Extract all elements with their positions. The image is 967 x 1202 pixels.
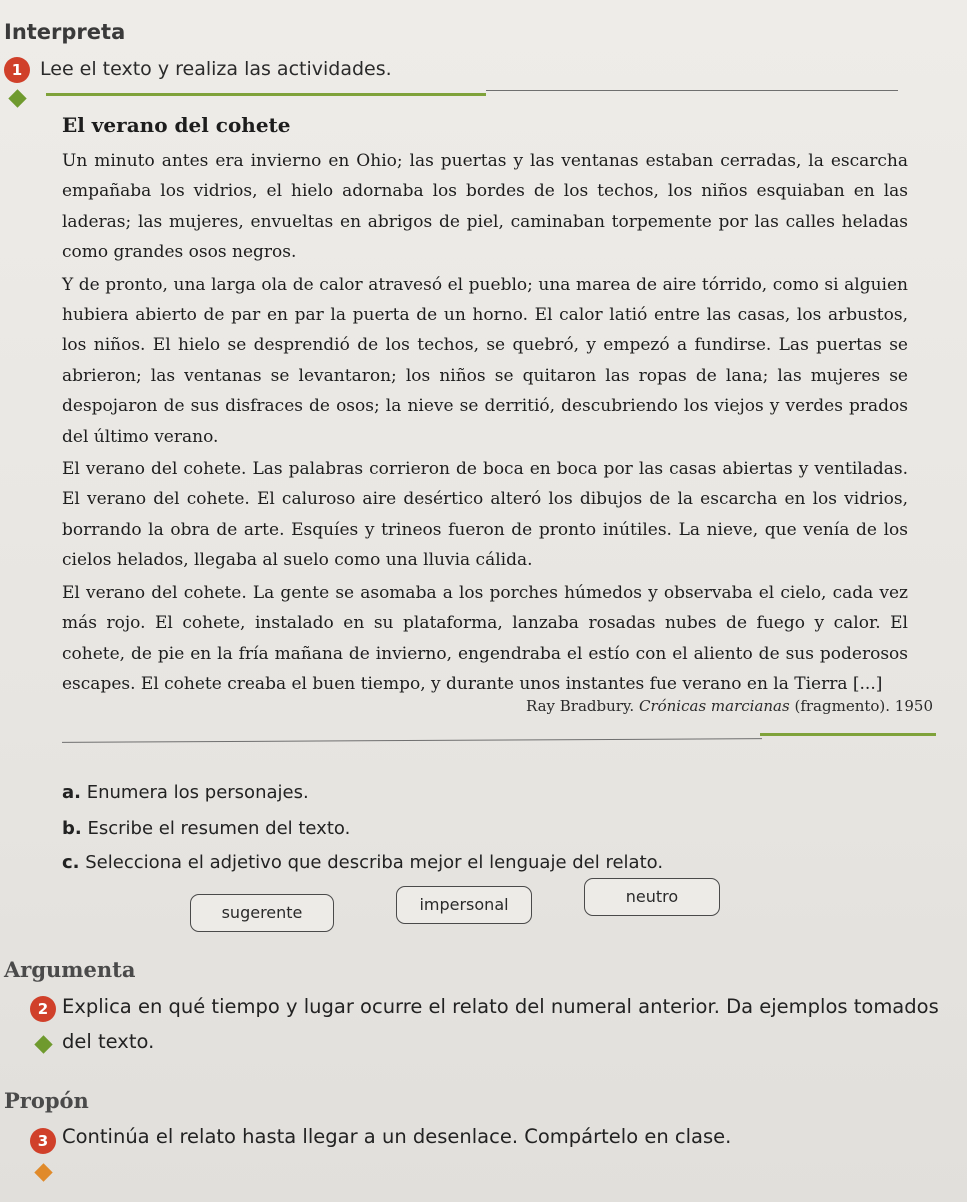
reading-paragraph-1: Un minuto antes era invierno en Ohio; las puertas y las ventanas estaban cerradas, la escarcha empañaba los vidrios, el hielo adornaba los bordes de los techos, los niños esquiaban en las laderas; las mujeres, envueltas en abrigos de piel, caminaban torpemente por las calles heladas como grandes osos negros.	[62, 151, 908, 263]
activity-b	[62, 818, 350, 839]
activity-a	[62, 782, 309, 803]
activity-b-text: Escribe el resumen del texto.	[87, 818, 351, 839]
orange-diamond-icon	[34, 1163, 52, 1181]
top-divider-rule	[46, 93, 486, 96]
question-2-line-2: del texto.	[62, 1030, 155, 1053]
activity-c-text: Selecciona el adjetivo que describa mejor el lenguaje del relato.	[85, 852, 664, 873]
bottom-divider-rule	[760, 733, 936, 736]
source-author: Ray Bradbury.	[525, 697, 635, 715]
question-2-line-1: Explica en qué tiempo y lugar ocurre el relato del numeral anterior. Da ejemplos tomados	[62, 995, 939, 1018]
option-impersonal[interactable]: impersonal	[396, 886, 532, 924]
question-number-badge-2: 2	[30, 996, 56, 1022]
section-heading-interpreta: Interpreta	[4, 20, 126, 44]
reading-paragraph-3: El verano del cohete. Las palabras corrieron de boca en boca por las casas abiertas y ventiladas. El verano del cohete. El caluroso aire desértico alteró los dibujos de la escarcha en los vidrios, borrando la obra de arte. Esquíes y trineos fueron de pronto inútiles. La nieve, que venía de los cielos helados, llegaba al suelo como una lluvia cálida.	[62, 459, 908, 571]
activity-c-letter: c.	[62, 852, 80, 873]
source-note: (fragmento). 1950	[794, 697, 933, 715]
reading-paragraph-4: El verano del cohete. La gente se asomaba a los porches húmedos y observaba el cielo, cada vez más rojo. El cohete, instalado en su plataforma, lanzaba rosadas nubes de fuego y calor. El cohete, de pie en la fría mañana de invierno, engendraba el estío con el aliento de sus poderosos escapes. El cohete creaba el buen tiempo, y durante unos instantes fue verano en la Tierra [...]	[62, 582, 908, 694]
activity-b-letter: b.	[62, 818, 82, 839]
green-diamond-icon	[8, 89, 26, 107]
section-heading-propon: Propón	[4, 1088, 89, 1113]
question-3-text: Continúa el relato hasta llegar a un desenlace. Compártelo en clase.	[62, 1125, 732, 1148]
reading-text	[62, 108, 908, 701]
option-sugerente[interactable]: sugerente	[190, 894, 334, 932]
activity-c	[62, 852, 663, 873]
source-work: Crónicas marcianas	[638, 697, 790, 715]
reading-source	[526, 697, 933, 715]
activity-a-letter: a.	[62, 782, 81, 803]
bottom-divider-thin	[62, 738, 762, 743]
reading-title: El verano del cohete	[62, 113, 291, 137]
question-1-instruction: Lee el texto y realiza las actividades.	[40, 58, 392, 80]
green-diamond-icon	[34, 1035, 52, 1053]
option-neutro[interactable]: neutro	[584, 878, 720, 916]
section-heading-argumenta: Argumenta	[4, 957, 136, 982]
reading-paragraph-2: Y de pronto, una larga ola de calor atravesó el pueblo; una marea de aire tórrido, como si alguien hubiera abierto de par en par la puerta de un horno. El calor latió entre las casas, los arbustos, los niños. El hielo se desprendió de los techos, se quebró, y empezó a fundirse. Las puertas se abrieron; las ventanas se levantaron; los niños se quitaron las ropas de lana; las mujeres se despojaron de sus disfraces de osos; la nieve se derritió, descubriendo los viejos y verdes prados del último verano.	[62, 274, 908, 447]
top-divider-thin	[486, 90, 898, 91]
question-number-badge-3: 3	[30, 1128, 56, 1154]
question-number-badge-1: 1	[4, 57, 30, 83]
activity-a-text: Enumera los personajes.	[86, 782, 309, 803]
